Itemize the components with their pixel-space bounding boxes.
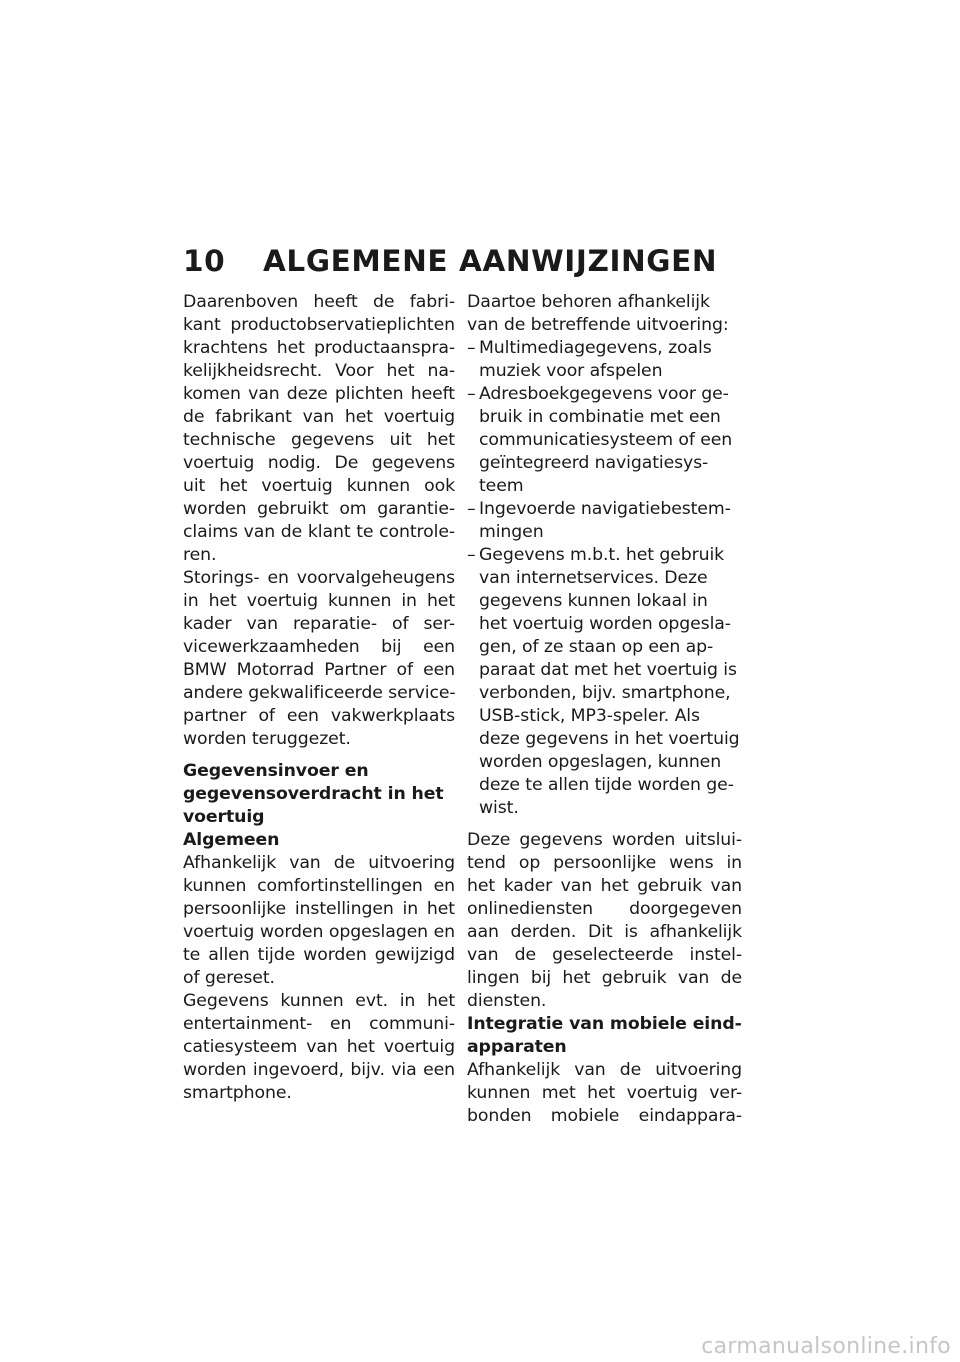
text-line: verbonden, bijv. smartphone, xyxy=(479,683,731,703)
text-line: communicatiesysteem of een xyxy=(479,430,733,450)
data-type-list xyxy=(467,337,742,820)
text-line: aan derden. Dit is afhankelijk xyxy=(467,922,742,942)
text-line: kunnen met het voertuig ver- xyxy=(467,1083,742,1103)
text-line: Storings- en voorvalgeheugens xyxy=(183,568,455,588)
text-line: gegevens kunnen lokaal in xyxy=(479,591,708,611)
text-line: claims van de klant te controle- xyxy=(183,522,455,542)
text-line: onlinediensten doorgegeven xyxy=(467,899,742,919)
text-line: geïntegreerd navigatiesys- xyxy=(479,453,709,473)
text-line: deze gegevens in het voertuig xyxy=(479,729,740,749)
dash-marker: – xyxy=(467,545,476,565)
text-line: technische gegevens uit het xyxy=(183,430,455,450)
text-line: USB-stick, MP3-speler. Als xyxy=(479,706,700,726)
text-line: smartphone. xyxy=(183,1083,292,1103)
text-line: worden ingevoerd, bijv. via een xyxy=(183,1060,455,1080)
text-line: het kader van het gebruik van xyxy=(467,876,742,896)
text-line: muziek voor afspelen xyxy=(479,361,663,381)
text-line: te allen tijde worden gewijzigd xyxy=(183,945,455,965)
text-line: krachtens het productaanspra- xyxy=(183,338,455,358)
personal-paragraph xyxy=(467,829,742,1013)
mobile-paragraph xyxy=(467,1059,742,1128)
chapter-number: 10 xyxy=(183,244,226,278)
chapter-heading xyxy=(183,243,783,279)
text-line: – Multimediagegevens, zoals xyxy=(467,338,712,358)
dash-marker: – xyxy=(467,384,476,404)
text-line: voertuig worden opgeslagen en xyxy=(183,922,455,942)
text-line: vicewerkzaamheden bij een xyxy=(183,637,455,657)
text-line: worden gebruikt om garantie- xyxy=(183,499,455,519)
text-line: Afhankelijk van de uitvoering xyxy=(467,1060,742,1080)
text-line: Afhankelijk van de uitvoering xyxy=(183,853,455,873)
text-line: ren. xyxy=(183,545,217,565)
general-paragraph xyxy=(183,852,455,990)
text-line: – Gegevens m.b.t. het gebruik xyxy=(467,545,725,565)
text-line: Deze gegevens worden uitslui- xyxy=(467,830,742,850)
dash-marker: – xyxy=(467,499,476,519)
section-heading xyxy=(183,760,455,829)
text-line: het voertuig worden opgesla- xyxy=(479,614,731,634)
list-item xyxy=(467,498,742,544)
heading-line: gegevensoverdracht in het xyxy=(183,784,444,804)
mobile-heading xyxy=(467,1013,742,1059)
text-line: BMW Motorrad Partner of een xyxy=(183,660,455,680)
text-line: worden opgeslagen, kunnen xyxy=(479,752,722,772)
text-line: kant productobservatieplichten xyxy=(183,315,455,335)
text-line: kelijkheidsrecht. Voor het na- xyxy=(183,361,455,381)
text-line: uit het voertuig kunnen ook xyxy=(183,476,455,496)
heading-line: apparaten xyxy=(467,1037,567,1057)
intro-paragraph xyxy=(467,291,742,337)
text-line: mingen xyxy=(479,522,544,542)
text-line: diensten. xyxy=(467,991,547,1011)
list-item xyxy=(467,544,742,820)
text-line: deze te allen tijde worden ge- xyxy=(479,775,734,795)
text-line: worden teruggezet. xyxy=(183,729,351,749)
text-line: Daartoe behoren afhankelijk xyxy=(467,292,710,312)
text-line: kunnen comfortinstellingen en xyxy=(183,876,455,896)
text-line: paraat dat met het voertuig is xyxy=(479,660,737,680)
text-line: – Ingevoerde navigatiebestem- xyxy=(467,499,731,519)
text-line: van de geselecteerde instel- xyxy=(467,945,742,965)
left-column xyxy=(183,291,455,1105)
chapter-title: ALGEMENE AANWIJZINGEN xyxy=(263,244,718,278)
text-line: de fabrikant van het voertuig xyxy=(183,407,455,427)
text-line: bonden mobiele eindappara- xyxy=(467,1106,742,1126)
list-item xyxy=(467,337,742,383)
text-line: andere gekwalificeerde service- xyxy=(183,683,456,703)
watermark: carmanualsonline.info xyxy=(701,1334,951,1359)
storage-paragraph xyxy=(183,567,455,751)
text-line: Gegevens kunnen evt. in het xyxy=(183,991,455,1011)
dash-marker: – xyxy=(467,338,476,358)
text-line: in het voertuig kunnen in het xyxy=(183,591,455,611)
text-line: tend op persoonlijke wens in xyxy=(467,853,742,873)
intro-paragraph xyxy=(183,291,455,567)
text-line: catiesysteem van het voertuig xyxy=(183,1037,455,1057)
text-line: kader van reparatie- of ser- xyxy=(183,614,455,634)
heading-line: Gegevensinvoer en xyxy=(183,761,369,781)
text-line: persoonlijke instellingen in het xyxy=(183,899,455,919)
text-line: teem xyxy=(479,476,524,496)
text-line: partner of een vakwerkplaats xyxy=(183,706,455,726)
text-line: lingen bij het gebruik van de xyxy=(467,968,742,988)
entertainment-paragraph xyxy=(183,990,455,1105)
text-line: van de betreffende uitvoering: xyxy=(467,315,729,335)
text-line: Daarenboven heeft de fabri- xyxy=(183,292,455,312)
right-column xyxy=(467,291,742,1128)
subheading-algemeen: Algemeen xyxy=(183,830,280,850)
text-line: – Adresboekgegevens voor ge- xyxy=(467,384,729,404)
text-line: gen, of ze staan op een ap- xyxy=(479,637,714,657)
text-line: komen van deze plichten heeft xyxy=(183,384,455,404)
text-line: bruik in combinatie met een xyxy=(479,407,721,427)
text-line: of gereset. xyxy=(183,968,275,988)
text-line: van internetservices. Deze xyxy=(479,568,708,588)
text-line: entertainment- en communi- xyxy=(183,1014,455,1034)
list-item xyxy=(467,383,742,498)
text-line: voertuig nodig. De gegevens xyxy=(183,453,455,473)
heading-line: Integratie van mobiele eind- xyxy=(467,1014,742,1034)
heading-line: voertuig xyxy=(183,807,265,827)
text-line: wist. xyxy=(479,798,519,818)
